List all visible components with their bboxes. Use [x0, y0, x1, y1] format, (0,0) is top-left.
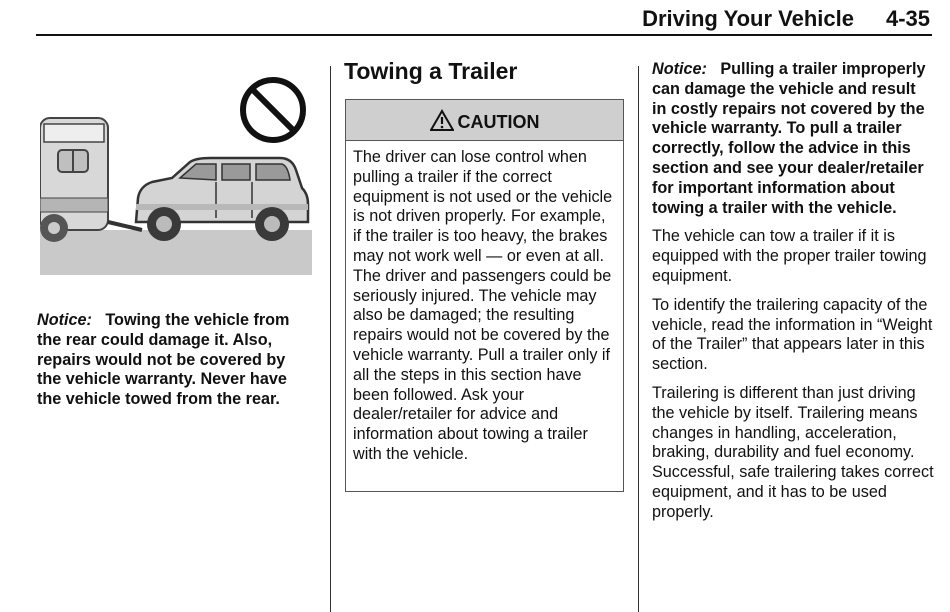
paragraph: Trailering is different than just driving the vehicle by itself. Trailering means changes in handling, acceleration, braking, durability and fuel economy. Successful, safe trailering takes correct equipment, and it has to be used properly. [652, 383, 934, 521]
section-heading: Towing a Trailer [344, 58, 518, 84]
notice-label: Notice: [37, 311, 92, 329]
caution-box [345, 99, 624, 492]
trailer-notice [652, 60, 934, 218]
caution-text: The driver can lose control when pulling a trailer if the correct equipment is not used or the vehicle is not driven properly. For example, if the trailer is too heavy, the brakes may not work well — or even at all. The driver and passengers could be seriously injured. The vehicle may also be damaged; the resulting repairs would not be covered by the vehicle warranty. Pull a trailer only if all the steps in this section have been followed. Ask your dealer/retailer for advice and information about towing a trailer with the vehicle. [353, 148, 613, 463]
caution-header [346, 100, 623, 141]
notice-text: Pulling a trailer improperly can damage the vehicle and result in costly repairs not covered by the vehicle warranty. To pull a trailer correctly, follow the advice in this section and see your dealer/retailer for important information about towing a trailer with the vehicle. [652, 60, 926, 217]
warning-triangle-icon [430, 109, 454, 131]
notice-text: Towing the vehicle from the rear could damage it. Also, repairs would not be covered by the vehicle warranty. Never have the vehicle towed from the rear. [37, 311, 290, 409]
column-divider [330, 66, 331, 612]
page-number: 4-35 [885, 6, 930, 31]
page-header [0, 0, 950, 36]
column-divider [638, 66, 639, 612]
towing-prohibited-illustration [40, 70, 312, 280]
rear-towing-notice [37, 311, 309, 410]
paragraph: To identify the trailering capacity of the vehicle, read the information in “Weight of the Trailer” that appears later in this section. [652, 295, 933, 374]
paragraph: The vehicle can tow a trailer if it is equipped with the proper trailer towing equipment. [652, 227, 927, 285]
header-rule [36, 34, 932, 36]
caution-label: CAUTION [457, 112, 540, 132]
right-column [652, 60, 934, 532]
section-title: Driving Your Vehicle [642, 6, 854, 31]
notice-label: Notice: [652, 60, 707, 78]
